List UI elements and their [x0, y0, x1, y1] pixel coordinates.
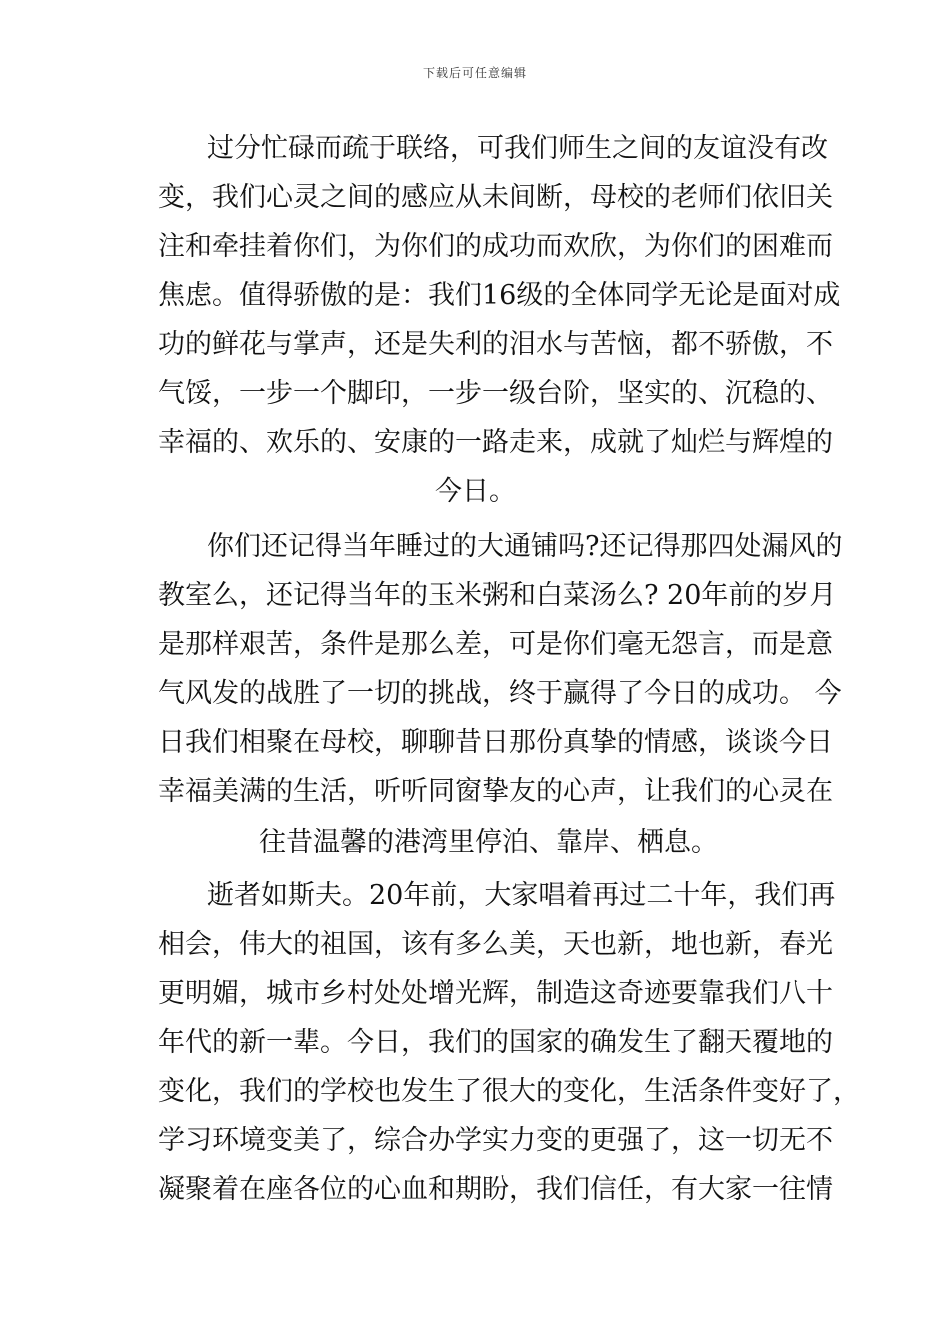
- text-line: 学习环境变美了，综合办学实力变的更强了，这一切无不: [158, 1125, 833, 1156]
- text-line: 是那样艰苦，条件是那么差，可是你们毫无怨言，而是意: [158, 629, 833, 660]
- text-line: 功的鲜花与掌声，还是失利的泪水与苦恼，都不骄傲，不: [158, 329, 833, 360]
- text-line: 幸福的、欢乐的、安康的一路走来，成就了灿烂与辉煌的: [158, 427, 833, 458]
- text-line: 年代的新一辈。今日，我们的国家的确发生了翻天覆地的: [158, 1027, 833, 1058]
- text-line: 逝者如斯夫。20年前，大家唱着再过二十年，我们再: [207, 880, 836, 911]
- text-line: 今日。: [435, 476, 516, 507]
- text-line: 更明媚，城市乡村处处增光辉，制造这奇迹要靠我们八十: [158, 978, 833, 1009]
- text-line: 相会，伟大的祖国，该有多么美，天也新，地也新，春光: [158, 929, 833, 960]
- text-line: 焦虑。值得骄傲的是：我们16级的全体同学无论是面对成: [158, 280, 841, 311]
- text-line: 幸福美满的生活，听听同窗挚友的心声，让我们的心灵在: [158, 776, 833, 807]
- text-line: 过分忙碌而疏于联络，可我们师生之间的友谊没有改: [207, 133, 828, 164]
- page-header: 下载后可任意编辑: [422, 66, 527, 80]
- text-line: 气风发的战胜了一切的挑战，终于赢得了今日的成功。 今: [158, 678, 842, 709]
- text-line: 教室么，还记得当年的玉米粥和白菜汤么? 20年前的岁月: [158, 580, 837, 611]
- text-line: 变化，我们的学校也发生了很大的变化，生活条件变好了，: [158, 1076, 860, 1107]
- text-line: 注和牵挂着你们，为你们的成功而欢欣，为你们的困难而: [158, 231, 833, 262]
- text-line: 变，我们心灵之间的感应从未间断，母校的老师们依旧关: [158, 182, 833, 213]
- text-line: 凝聚着在座各位的心血和期盼，我们信任，有大家一往情: [158, 1174, 833, 1205]
- text-line: 日我们相聚在母校，聊聊昔日那份真挚的情感，谈谈今日: [158, 727, 833, 758]
- text-line: 往昔温馨的港湾里停泊、靠岸、栖息。: [259, 827, 718, 858]
- text-line: 你们还记得当年睡过的大通铺吗?还记得那四处漏风的: [207, 531, 843, 562]
- text-line: 气馁，一步一个脚印，一步一级台阶，坚实的、沉稳的、: [158, 378, 833, 409]
